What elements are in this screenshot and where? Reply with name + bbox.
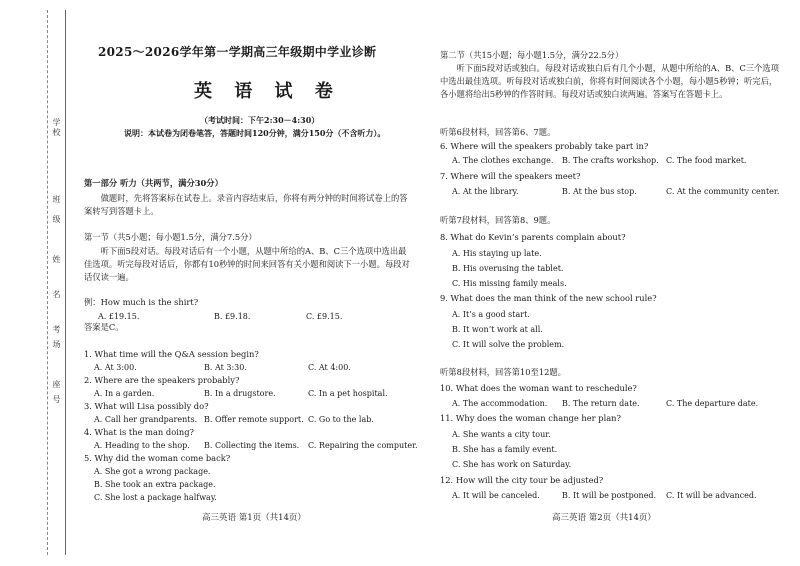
answer-option: C. Go to the lab.	[308, 415, 374, 424]
answer-option: A. His staying up late.	[452, 249, 542, 258]
example-option: C. £9.15.	[306, 312, 343, 321]
margin-label: 场	[52, 340, 61, 348]
example-answer: 答案是C。	[84, 322, 124, 332]
margin-label: 级	[52, 215, 61, 223]
answer-option: A. Heading to the shop.	[94, 441, 190, 450]
question: 9. What does the man think of the new school rule?	[440, 293, 657, 303]
answer-option: A. It will be canceled.	[452, 491, 540, 500]
question: 7. Where will the speakers meet?	[440, 171, 581, 181]
answer-option: B. At 3:30.	[204, 363, 247, 372]
answer-option: C. Repairing the computer.	[308, 441, 418, 450]
margin-label: 姓	[52, 255, 61, 263]
answer-option: B. In a drugstore.	[204, 389, 276, 398]
answer-option: C. She has work on Saturday.	[452, 460, 572, 469]
material-heading: 听第8段材料，回答第10至12题。	[440, 367, 566, 377]
answer-option: B. Collecting the items.	[204, 441, 300, 450]
binding-margin	[0, 0, 64, 566]
answer-option: B. She has a family event.	[452, 445, 558, 454]
answer-option: B. Offer remote support.	[204, 415, 304, 424]
question: 2. Where are the speakers probably?	[84, 375, 240, 385]
margin-label: 校	[52, 128, 61, 136]
answer-option: C. She lost a package halfway.	[94, 493, 217, 502]
exam-subject-title: 英 语 试 卷	[194, 81, 341, 102]
answer-option: B. The return date.	[562, 399, 640, 408]
answer-option: A. It’s a good start.	[452, 310, 530, 319]
page-1	[84, 0, 422, 566]
answer-option: C. At the community center.	[666, 187, 780, 196]
answer-option: B. It will be postponed.	[562, 491, 657, 500]
section2-heading: 第二节（共15小题；每小题1.5分，满分22.5分）	[440, 50, 624, 60]
part1-instructions: 做题时，先将答案标在试卷上。录音内容结束后，你将有两分钟的时间将试卷上的答案转写到答题卡上。	[84, 193, 408, 216]
question: 5. Why did the woman come back?	[84, 453, 231, 463]
answer-option: C. His missing family meals.	[452, 279, 567, 288]
page-2	[440, 0, 780, 566]
page-footer: 高三英语 第2页（共14页）	[552, 513, 656, 523]
margin-label: 号	[52, 395, 61, 403]
question: 3. What will Lisa possibly do?	[84, 401, 209, 411]
material-heading: 听第7段材料，回答第8、9题。	[440, 215, 556, 225]
margin-label: 班	[52, 195, 61, 203]
question: 10. What does the woman want to reschedule?	[440, 383, 637, 393]
section1-instructions: 听下面5段对话。每段对话后有一个小题，从题中所给的A、B、C三个选项中选出最佳选项。听完每段对话后，你都有10秒钟的时间来回答有关小题和阅读下一小题。每段对话仅读一遍。	[84, 246, 410, 282]
answer-option: A. She got a wrong package.	[94, 467, 211, 476]
answer-option: A. Call her grandparents.	[94, 415, 198, 424]
margin-label: 学	[52, 118, 61, 126]
example-option: B. £9.18.	[214, 312, 251, 321]
question: 12. How will the city tour be adjusted?	[440, 475, 604, 485]
answer-option: C. At 4:00.	[308, 363, 351, 372]
part1-heading: 第一部分 听力（共两节，满分30分）	[84, 178, 223, 188]
question: 11. Why does the woman change her plan?	[440, 413, 621, 423]
answer-option: B. His overusing the tablet.	[452, 264, 564, 273]
section2-instructions: 听下面5段对话或独白。每段对话或独白后有几个小题，从题中所给的A、B、C三个选项中选出最佳选项。听每段对话或独白前，你将有时间阅读各个小题，每小题5秒钟；听完后，各小题将给出5秒钟的作答时间。每段对话或独白读两遍。答案写在答题卡上。	[440, 63, 780, 99]
answer-option: A. She wants a city tour.	[452, 430, 551, 439]
section1-heading: 第一节（共5小题；每小题1.5分，满分7.5分）	[84, 232, 257, 242]
answer-option: A. At the library.	[452, 187, 519, 196]
exam-notice: 说明：本试卷为闭卷笔答，答题时间120分钟，满分150分（不含听力）。	[124, 128, 386, 138]
answer-option: C. It will solve the problem.	[452, 340, 565, 349]
answer-option: B. She took an extra package.	[94, 480, 216, 489]
answer-option: A. The clothes exchange.	[452, 156, 554, 165]
answer-option: C. In a pet hospital.	[308, 389, 388, 398]
example-option: A. £19.15.	[98, 312, 140, 321]
answer-option: C. The departure date.	[666, 399, 759, 408]
cut-line	[47, 10, 48, 555]
margin-label: 考	[52, 325, 61, 333]
answer-option: A. At 3:00.	[94, 363, 137, 372]
answer-option: C. It will be advanced.	[666, 491, 757, 500]
material-heading: 听第6段材料，回答第6、7题。	[440, 127, 556, 137]
example-question: 例：How much is the shirt?	[84, 297, 199, 307]
answer-option: A. The accommodation.	[452, 399, 548, 408]
margin-label: 座	[52, 380, 61, 388]
question: 1. What time will the Q&A session begin?	[84, 349, 259, 359]
question: 8. What do Kevin’s parents complain about?	[440, 232, 626, 242]
margin-label: 名	[52, 290, 61, 298]
answer-option: A. In a garden.	[94, 389, 155, 398]
exam-title: 2025～2026学年第一学期高三年级期中学业诊断	[98, 45, 377, 59]
exam-time: （考试时间：下午2:30－4:30）	[200, 115, 320, 125]
answer-option: B. The crafts workshop.	[562, 156, 659, 165]
answer-option: B. At the bus stop.	[562, 187, 637, 196]
answer-option: C. The food market.	[666, 156, 747, 165]
margin-border	[65, 10, 66, 555]
answer-option: B. It won’t work at all.	[452, 325, 543, 334]
page-footer: 高三英语 第1页（共14页）	[202, 513, 306, 523]
question: 4. What is the man doing?	[84, 427, 194, 437]
question: 6. Where will the speakers probably take part in?	[440, 141, 649, 151]
